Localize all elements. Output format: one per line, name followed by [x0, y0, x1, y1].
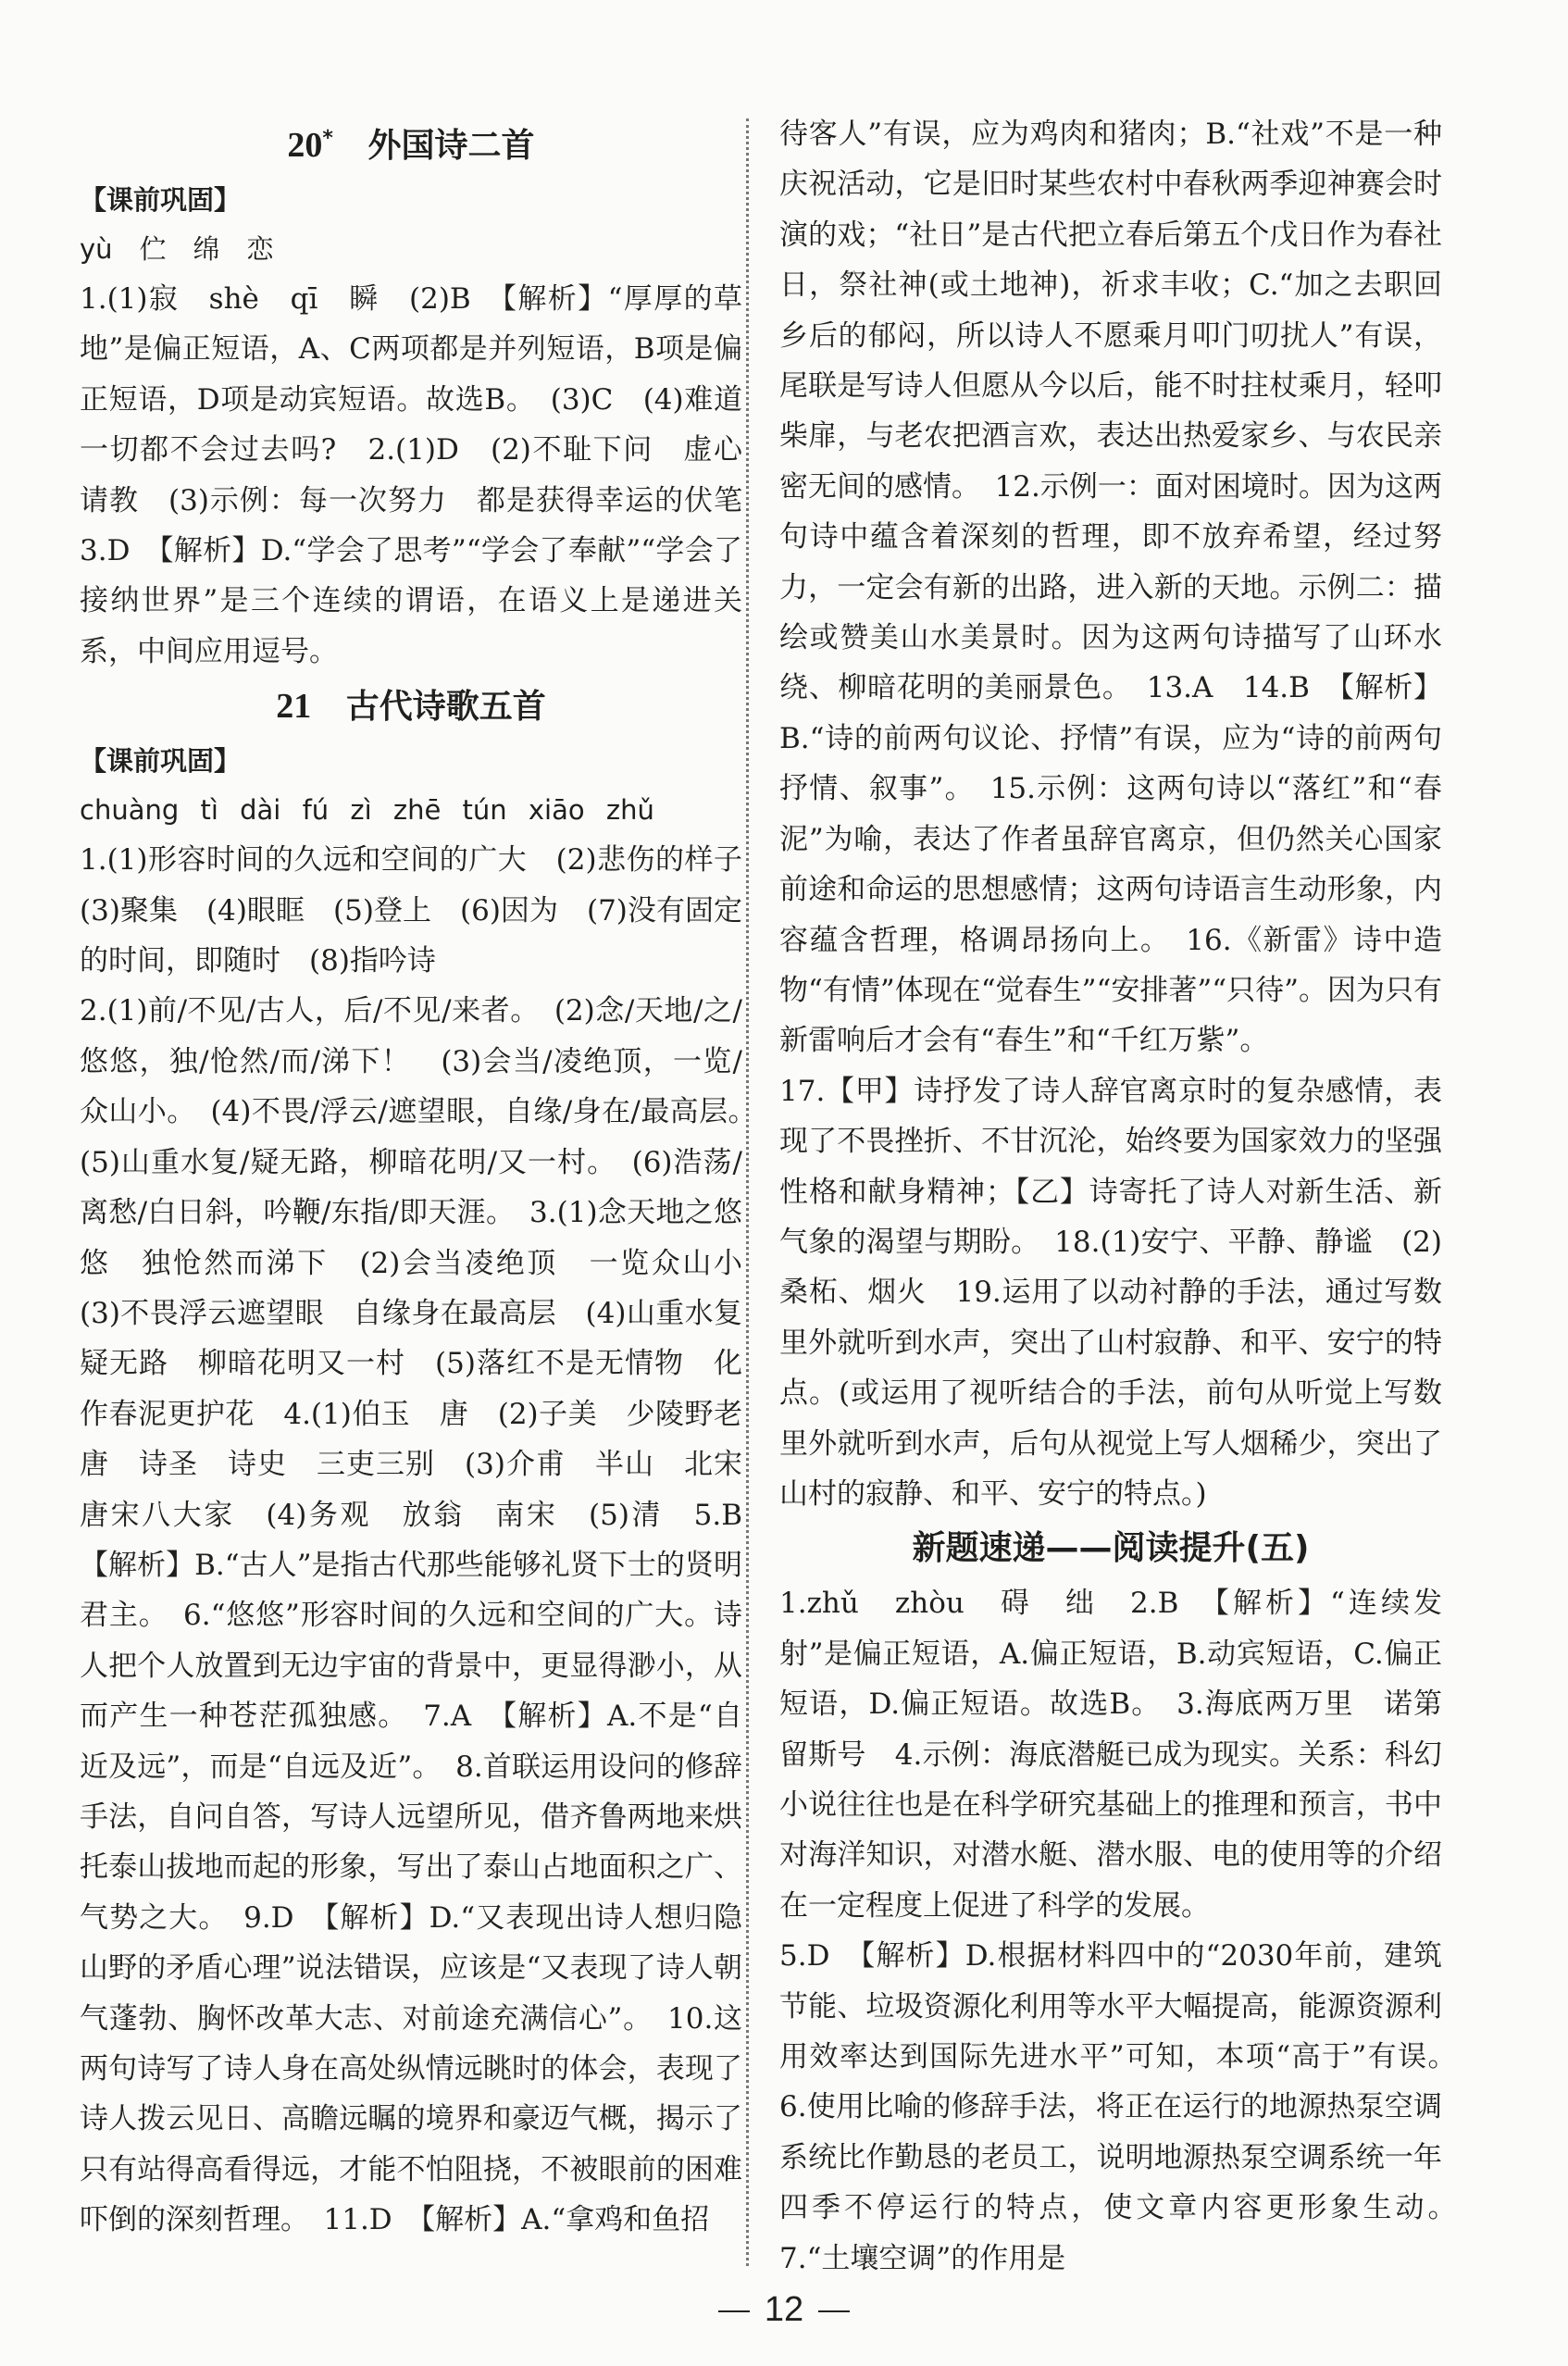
lesson-number: 21 — [276, 687, 312, 727]
footer-dash — [718, 2310, 750, 2312]
lesson-title-text: 外国诗二首 — [367, 127, 535, 165]
page-number: 12 — [764, 2290, 804, 2329]
section-heading: 【课前巩固】 — [80, 745, 242, 778]
lesson-title-text: 古代诗歌五首 — [345, 688, 546, 727]
column-divider — [746, 118, 749, 2266]
optional-mark: * — [322, 127, 333, 150]
lesson-20-title — [80, 109, 742, 176]
pinyin-line: chuàng tì dài fú zì zhē tún xiāo zhǔ — [80, 794, 654, 827]
pinyin-line: yù 伫 绵 恋 — [80, 233, 274, 265]
lesson-21-title — [80, 677, 742, 737]
answer-paragraph: 17.【甲】诗抒发了诗人辞官离京时的复杂感情，表现了不畏挫折、不甘沉沦，始终要为国家效力的坚强性格和献身精神；【乙】诗寄托了诗人对新生活、新气象的渴望与期盼。 18.(1)安宁、平静、静谧 (2)桑柘、烟火 19.运用了以动衬静的手法，通过写数里外就听到水声，突出了山村寂静、和平、安宁的特点。(或运用了视听结合的手法，前句从听觉上写数里外就听到水声，后句从视觉上写人烟稀少，突出了山村的寂静、和平、安宁的特点。) — [779, 1074, 1442, 1511]
reading-section-title: 新题速递——阅读提升(五) — [912, 1529, 1310, 1568]
section-heading: 【课前巩固】 — [80, 184, 242, 216]
answer-paragraph: 2.(1)前/不见/古人，后/不见/来者。 (2)念/天地/之/悠悠，独/怆然/而/涕下！ (3)会当/凌绝顶，一览/众山小。 (4)不畏/浮云/遮望眼，自缘/身在/最高层。 (5)山重水复/疑无路，柳暗花明/又一村。 (6)浩荡/离愁/白日斜，吟鞭/东指/即天涯。 3.(1)念天地之悠悠 独怆然而涕下 (2)会当凌绝顶 一览众山小 (3)不畏浮云遮望眼 自缘身在最高层 (4)山重水复疑无路 柳暗花明又一村 (5)落红不是无情物 化作春泥更护花 4.(1)伯玉 唐 (2)子美 少陵野老 唐 诗圣 诗史 三吏三别 (3)介甫 半山 北宋 唐宋八大家 (4)务观 放翁 南宋 (5)清 5.B 【解析】B.“古人”是指古代那些能够礼贤下士的贤明君主。 6.“悠悠”形容时间的久远和空间的广大。诗人把个人放置到无边宇宙的背景中，更显得渺小，从而产生一种苍茫孤独感。 7.A 【解析】A.不是“自近及远”，而是“自远及近”。 8.首联运用设问的修辞手法，自问自答，写诗人远望所见，借齐鲁两地来烘托泰山拔地而起的形象，写出了泰山占地面积之广、气势之大。 9.D 【解析】D.“又表现出诗人想归隐山野的矛盾心理”说法错误，应该是“又表现了诗人朝气蓬勃、胸怀改革大志、对前途充满信心”。 10.这两句诗写了诗人身在高处纵情远眺时的体会，表现了诗人拨云见日、高瞻远瞩的境界和豪迈气概，揭示了只有站得高看得远，才能不怕阻挠，不被眼前的困难吓倒的深刻哲理。 11.D 【解析】A.“拿鸡和鱼招 — [80, 994, 771, 2237]
footer-dash — [818, 2310, 850, 2312]
right-column — [779, 109, 1471, 2275]
answer-paragraph: 1.(1)形容时间的久远和空间的广大 (2)悲伤的样子 (3)聚集 (4)眼眶 (5)登上 (6)因为 (7)没有固定的时间，即随时 (8)指吟诗 — [80, 843, 771, 978]
answer-paragraph: 1.zhǔ zhòu 碍 绌 2.B 【解析】“连续发射”是偏正短语，A.偏正短语，B.动宾短语，C.偏正短语，D.偏正短语。故选B。 3.海底两万里 诺第留斯号 4.示例：海底潜艇已成为现实。关系：科幻小说往往也是在科学研究基础上的推理和预言，书中对海洋知识，对潜水艇、潜水服、电的使用等的介绍在一定程度上促进了科学的发展。 — [779, 1587, 1442, 1923]
answer-paragraph: 待客人”有误，应为鸡肉和猪肉；B.“社戏”不是一种庆祝活动，它是旧时某些农村中春秋两季迎神赛会时演的戏；“社日”是古代把立春后第五个戊日作为春社日，祭社神(或土地神)，祈求丰收；C.“加之去职回乡后的郁闷，所以诗人不愿乘月叩门叨扰人”有误，尾联是写诗人但愿从今以后，能不时拄杖乘月，轻叩柴扉，与老农把酒言欢，表达出热爱家乡、与农民亲密无间的感情。 12.示例一：面对困境时。因为这两句诗中蕴含着深刻的哲理，即不放弃希望，经过努力，一定会有新的出路，进入新的天地。示例二：描绘或赞美山水美景时。因为这两句诗描写了山环水绕、柳暗花明的美丽景色。 13.A 14.B 【解析】B.“诗的前两句议论、抒情”有误，应为“诗的前两句抒情、叙事”。 15.示例：这两句诗以“落红”和“春泥”为喻，表达了作者虽辞官离京，但仍然关心国家前途和命运的思想感情；这两句诗语言生动形象，内容蕴含哲理，格调昂扬向上。 16.《新雷》诗中造物“有情”体现在“觉春生”“安排著”“只待”。因为只有新雷响后才会有“春生”和“千红万紫”。 — [779, 118, 1442, 1058]
answer-paragraph: 1.(1)寂 shè qī 瞬 (2)B 【解析】“厚厚的草地”是偏正短语，A、C两项都是并列短语，B项是偏正短语，D项是动宾短语。故选B。 (3)C (4)难道一切都不会过去吗? 2.(1)D (2)不耻下问 虚心请教 (3)示例：每一次努力 都是获得幸运的伏笔 3.D 【解析】D.“学会了思考”“学会了奉献”“学会了接纳世界”是三个连续的谓语，在语义上是递进关系，中间应用逗号。 — [80, 282, 771, 668]
answer-paragraph: 5.D 【解析】D.根据材料四中的“2030年前，建筑节能、垃圾资源化利用等水平大幅提高，能源资源利用效率达到国际先进水平”可知，本项“高于”有误。 6.使用比喻的修辞手法，将正在运行的地源热泵空调系统比作勤恳的老员工，说明地源热泵空调系统一年四季不停运行的特点，使文章内容更形象生动。 7.“土壤空调”的作用是 — [779, 1939, 1471, 2275]
lesson-number: 20 — [287, 126, 323, 165]
page-footer — [0, 2286, 1568, 2333]
left-column — [80, 109, 771, 2257]
